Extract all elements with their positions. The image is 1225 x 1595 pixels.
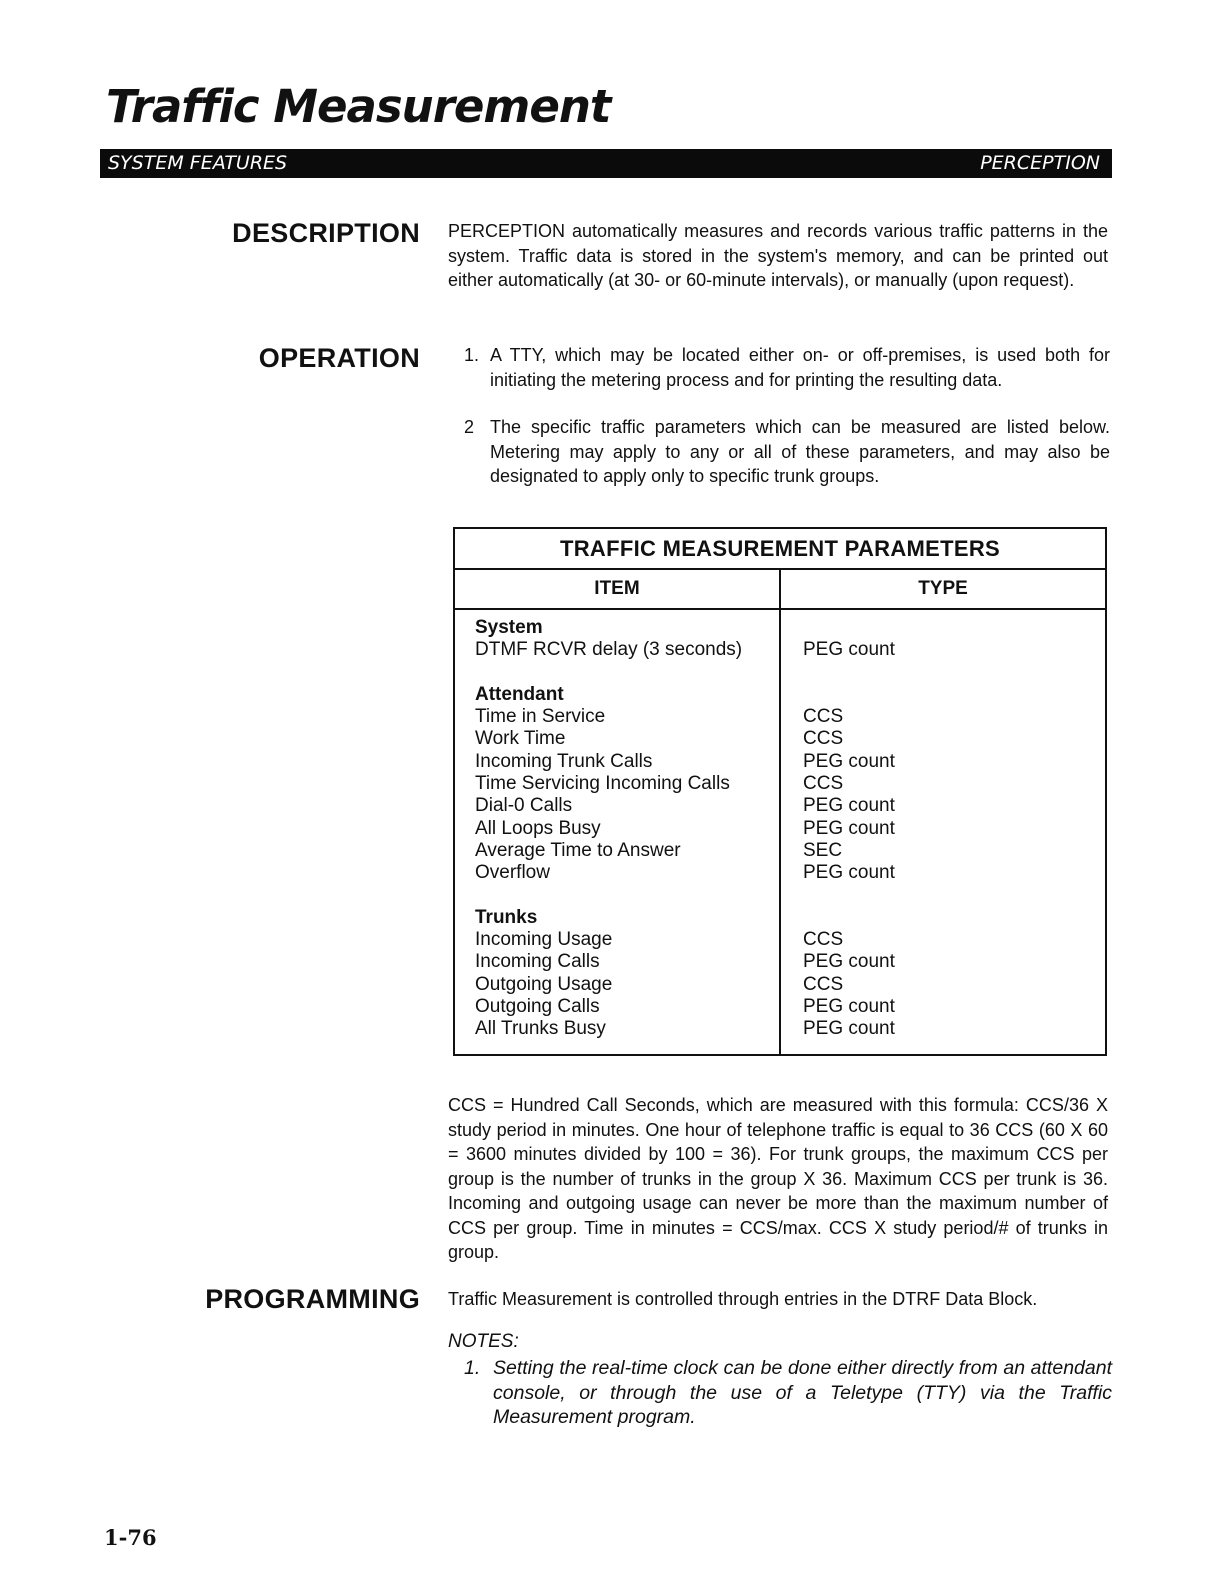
note-item-text: Setting the real-time clock can be done either directly from an attendant console, or through the use of a Teletype (TTY) via the Traffic Measurement program. bbox=[493, 1357, 1112, 1428]
operation-heading: OPERATION bbox=[258, 343, 420, 373]
operation-item-number: 2 bbox=[464, 417, 475, 437]
operation-item-text: A TTY, which may be located either on- or off-premises, is used both for initiating the metering process and for printing the resulting data. bbox=[490, 345, 1110, 390]
banner-left-label: SYSTEM FEATURES bbox=[108, 152, 288, 174]
operation-item bbox=[448, 415, 1110, 489]
table-cell-type: PEG count bbox=[803, 1018, 895, 1040]
table-cell-type: SEC bbox=[803, 839, 843, 861]
type-column bbox=[803, 617, 1083, 1041]
table-cell-type: PEG count bbox=[803, 750, 895, 772]
section-banner bbox=[100, 149, 1112, 178]
table-cell-item: Incoming Calls bbox=[475, 951, 600, 973]
operation-item-number: 1. bbox=[464, 345, 480, 365]
column-divider bbox=[779, 608, 781, 1054]
table-cell-item: Work Time bbox=[475, 728, 566, 750]
table-cell-type: PEG count bbox=[803, 795, 895, 817]
item-column bbox=[475, 617, 775, 1041]
operation-item bbox=[448, 343, 1110, 392]
description-text: PERCEPTION automatically measures and records various traffic patterns in the system. Traffic data is stored in the system's memory, and can be printed out either automatically (at 30- or 60-minute intervals), or manually (upon request). bbox=[448, 221, 1108, 290]
note-item-number: 1. bbox=[464, 1357, 481, 1379]
column-header-type: TYPE bbox=[781, 570, 1105, 610]
group-name: System bbox=[475, 617, 543, 638]
table-cell-type: PEG count bbox=[803, 817, 895, 839]
table-cell-item: Incoming Trunk Calls bbox=[475, 750, 653, 772]
table-cell-type: CCS bbox=[803, 929, 844, 951]
table-cell-item: Overflow bbox=[475, 862, 550, 884]
table-cell-type: PEG count bbox=[803, 996, 895, 1018]
table-cell-type: PEG count bbox=[803, 951, 895, 973]
group-name: Attendant bbox=[475, 683, 564, 705]
traffic-parameters-table bbox=[453, 527, 1107, 1056]
table-cell-item: DTMF RCVR delay (3 seconds) bbox=[475, 639, 743, 661]
table-cell-item: Time in Service bbox=[475, 706, 606, 728]
table-cell-item: Time Servicing Incoming Calls bbox=[475, 773, 730, 795]
table-cell-type: CCS bbox=[803, 773, 844, 795]
table-cell-item: All Loops Busy bbox=[475, 817, 601, 839]
table-cell-item: Dial-0 Calls bbox=[475, 795, 573, 817]
note-item bbox=[448, 1356, 1112, 1430]
ccs-definition: CCS = Hundred Call Seconds, which are measured with this formula: CCS/36 X study period in minutes. One hour of telephone traffic is equal to 36 CCS (60 X 60 = 3600 minutes divided by 100 = 36). For trunk groups, the maximum CCS per group is the number of trunks in the group X 36. Maximum CCS per trunk is 36. Incoming and outgoing usage can never be more than the maximum number of CCS per group. Time in minutes = CCS/max. CCS X study period/# of trunks in group. bbox=[448, 1095, 1108, 1262]
table-cell-item: All Trunks Busy bbox=[475, 1018, 606, 1040]
group-name: Trunks bbox=[475, 906, 538, 928]
banner-right-label: PERCEPTION bbox=[980, 152, 1100, 174]
description-heading: DESCRIPTION bbox=[232, 218, 420, 248]
table-title: TRAFFIC MEASUREMENT PARAMETERS bbox=[455, 529, 1105, 570]
table-cell-type: PEG count bbox=[803, 639, 895, 661]
notes-label: NOTES: bbox=[448, 1331, 519, 1352]
table-cell-type: CCS bbox=[803, 706, 844, 728]
table-cell-type: CCS bbox=[803, 973, 844, 995]
page-number: 1-76 bbox=[104, 1525, 157, 1550]
programming-text: Traffic Measurement is controlled through entries in the DTRF Data Block. bbox=[448, 1289, 1038, 1309]
page-title: Traffic Measurement bbox=[106, 80, 611, 133]
table-cell-item: Outgoing Usage bbox=[475, 973, 613, 995]
notes-list bbox=[448, 1356, 1112, 1430]
column-header-item: ITEM bbox=[455, 570, 781, 610]
operation-list bbox=[448, 343, 1110, 489]
table-cell-item: Incoming Usage bbox=[475, 929, 613, 951]
table-cell-item: Average Time to Answer bbox=[475, 839, 681, 861]
table-cell-type: PEG count bbox=[803, 862, 895, 884]
operation-item-text: The specific traffic parameters which can be measured are listed below. Metering may apply to any or all of these parameters, and may also be designated to apply only to specific trunk groups. bbox=[490, 417, 1110, 486]
programming-heading: PROGRAMMING bbox=[205, 1284, 420, 1314]
table-cell-type: CCS bbox=[803, 728, 844, 750]
table-cell-item: Outgoing Calls bbox=[475, 996, 600, 1018]
